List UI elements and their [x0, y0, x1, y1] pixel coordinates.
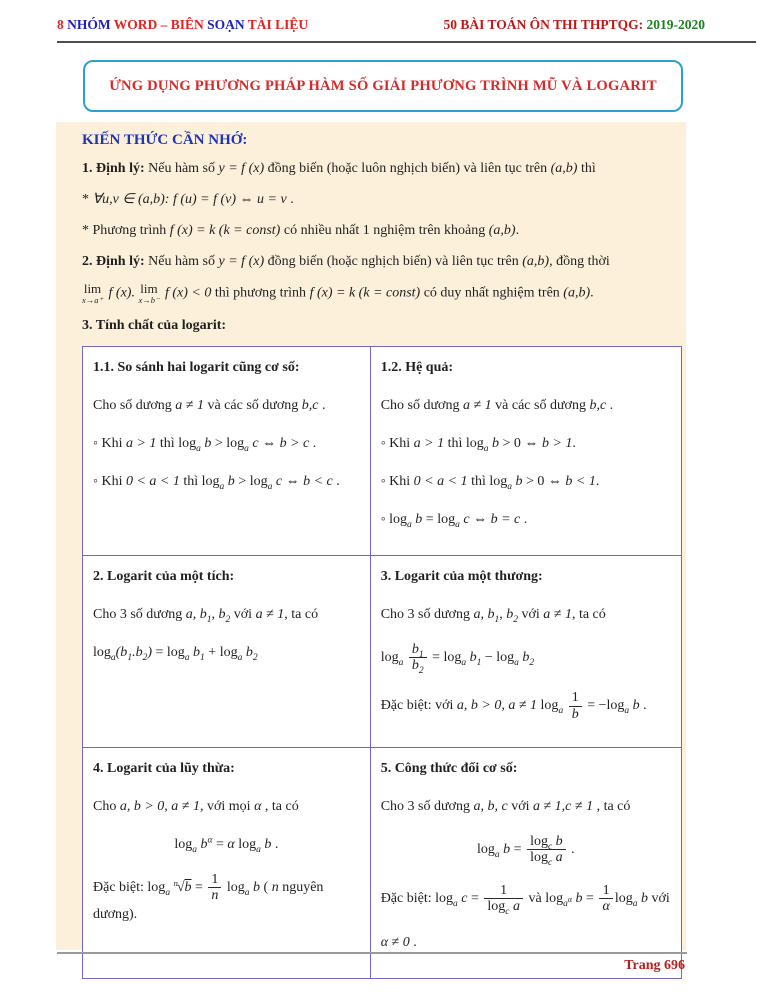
header-left-brand: 8 NHÓM WORD – BIÊN SOẠN TÀI LIỆU	[57, 17, 309, 32]
text-line: Cho 3 số dương a, $b_1$, $b_2$ với a ≠ 1, ta có	[93, 606, 319, 625]
cell-title: 2. Logarit của một tích:	[93, 568, 235, 584]
text-line: α ≠ 0 .	[380, 934, 417, 950]
text-line: ◦ Khi 0 < a < 1 thì $\log_a b > \log_a c$ ⇔ b < c .	[93, 473, 340, 492]
theory-paragraph: 2. Định lý: Nếu hàm số y = f (x) đồng biến (hoặc nghịch biến) và liên tục trên (a,b), đồng thời	[82, 254, 610, 269]
page-header	[57, 17, 705, 33]
footer-divider	[57, 952, 687, 954]
text-line: ◦ Khi a > 1 thì $\log_a b > 0$ ⇔ b > 1.	[380, 435, 576, 454]
knowledge-section	[56, 122, 686, 950]
theory-paragraph: 1. Định lý: Nếu hàm số y = f (x) đồng biến (hoặc luôn nghịch biến) và liên tục trên (a,b) thì	[82, 161, 596, 176]
theory-paragraph: * ∀u,v ∈ (a,b): f (u) = f (v) ⇔ u = v .	[82, 192, 294, 207]
text-line: Đặc biệt: $\log_a c$ = $\frac{1}{\log_c a}$ và $\log_{a^\alpha} b$ = $\frac{1}{\alpha}$ $\log_a b$ với	[380, 882, 670, 918]
cell-3-logarit-thuong	[370, 555, 681, 748]
page-title-box	[83, 60, 683, 112]
cell-2-logarit-tich	[83, 555, 371, 748]
cell-4-logarit-luy-thua	[83, 748, 371, 979]
header-right-title: 50 BÀI TOÁN ÔN THI THPTQG: 2019-2020	[443, 17, 705, 32]
text-line: Cho số dương a ≠ 1 và các số dương b,c .	[93, 397, 326, 413]
cell-1-2-he-qua	[370, 346, 681, 555]
cell-title: 1.2. Hệ quả:	[380, 359, 454, 375]
text-line: Cho a, b > 0, a ≠ 1, với mọi α , ta có	[93, 799, 299, 815]
cell-title: 3. Logarit của một thương:	[380, 568, 543, 584]
text-line: Cho 3 số dương a, $b_1$, $b_2$ với a ≠ 1, ta có	[380, 606, 606, 625]
text-line: $\log_a b$ = $\frac{\log_c b}{\log_c a}$ .	[477, 834, 575, 869]
cell-5-doi-co-so	[370, 748, 681, 979]
text-line: Cho 3 số dương a, b, c với a ≠ 1,c ≠ 1 , ta có	[380, 799, 631, 815]
theory-paragraph: lim x→a⁺ f (x). lim x→b⁻ f (x) < 0 thì phương trình f (x) = k (k = const) có duy nhất nghiệm trên (a,b).	[82, 281, 594, 305]
cell-title: 1.1. So sánh hai logarit cũng cơ số:	[93, 359, 300, 375]
page-title: ỨNG DỤNG PHƯƠNG PHÁP HÀM SỐ GIẢI PHƯƠNG TRÌNH MŨ VÀ LOGARIT	[109, 77, 657, 94]
cell-body	[93, 604, 360, 663]
text-line: ◦ $\log_a b = \log_a c$ ⇔ b = c .	[380, 511, 528, 530]
cell-body	[381, 796, 671, 953]
header-divider	[57, 41, 756, 43]
text-line: Đặc biệt: với a, b > 0, a ≠ 1 $\log_a$ $\frac{1}{b}$ = $-\log_a$ b .	[380, 690, 647, 722]
cell-body	[381, 395, 671, 530]
cell-1-1-so-sanh-logarit	[83, 346, 371, 555]
cell-title: 4. Logarit của lũy thừa:	[93, 761, 235, 777]
cell-body	[381, 604, 671, 723]
text-line: Cho số dương a ≠ 1 và các số dương b,c .	[380, 397, 614, 413]
text-line: ◦ Khi 0 < a < 1 thì $\log_a b > 0$ ⇔ b < 1.	[380, 473, 600, 492]
text-line: $\log_a$ $\frac{b_1}{b_2}$ = $\log_a b_1 - \log_a b_2$	[380, 641, 535, 676]
theory-paragraph: * Phương trình f (x) = k (k = const) có nhiều nhất 1 nghiệm trên khoảng (a,b).	[82, 223, 520, 238]
text-line: ◦ Khi a > 1 thì $\log_a b > \log_a c$ ⇔ b > c .	[93, 435, 317, 454]
page-number: Trang 696	[624, 958, 685, 973]
text-line: $\log_a b^\alpha = \alpha$ $\log_a b$ .	[174, 835, 279, 855]
cell-body	[93, 395, 360, 492]
text-line: $\log_a(b_1.b_2) = \log_a b_1 + \log_a b_2$	[93, 644, 258, 663]
logarit-properties-table	[82, 346, 682, 979]
cell-body	[93, 796, 360, 925]
theory-paragraph: 3. Tính chất của logarit:	[82, 317, 227, 333]
cell-title: 5. Công thức đổi cơ số:	[380, 761, 518, 777]
section-heading: KIẾN THỨC CẦN NHỚ:	[82, 132, 248, 148]
text-line: Đặc biệt: $\log_a ^n√b$ = $\frac{1}{n}$ $\log_a b$ ( n nguyên dương).	[93, 872, 324, 922]
theory-paragraphs	[82, 158, 682, 336]
